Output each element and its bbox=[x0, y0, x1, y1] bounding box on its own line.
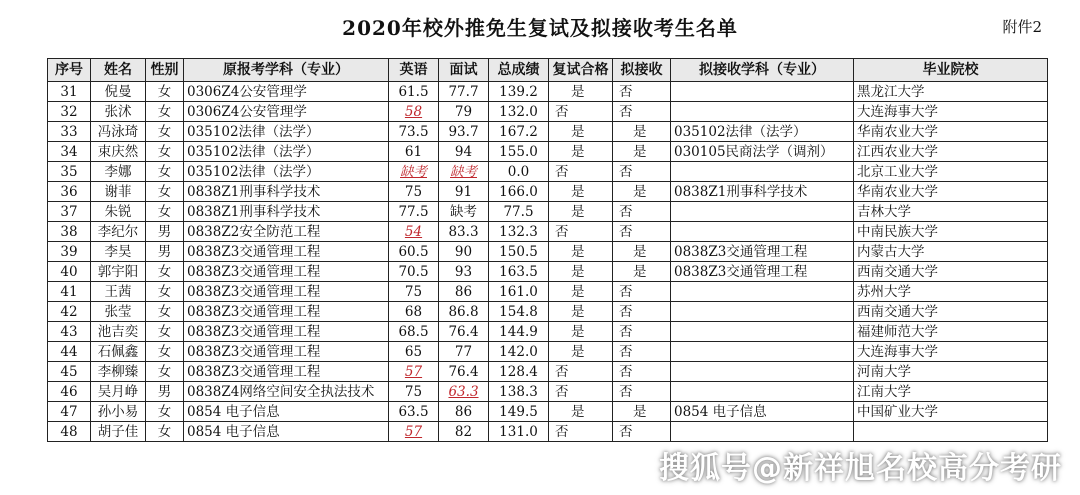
table-row bbox=[48, 382, 1048, 402]
interview-score-cell: 缺考 bbox=[439, 202, 489, 222]
table-row bbox=[48, 342, 1048, 362]
row-number-cell: 32 bbox=[48, 102, 91, 122]
applied-major-cell: 0838Z3交通管理工程 bbox=[184, 362, 389, 382]
qualified-cell: 否 bbox=[549, 362, 613, 382]
header-interview: 面试 bbox=[439, 59, 489, 82]
total-score-cell: 142.0 bbox=[489, 342, 549, 362]
applied-major-cell: 0306Z4公安管理学 bbox=[184, 102, 389, 122]
header-name: 姓名 bbox=[91, 59, 146, 82]
gender-cell: 女 bbox=[146, 342, 184, 362]
total-score-cell: 139.2 bbox=[489, 82, 549, 102]
candidate-name-cell: 李纪尔 bbox=[91, 222, 146, 242]
table-row bbox=[48, 122, 1048, 142]
accept-cell: 是 bbox=[613, 242, 671, 262]
header-accept-major: 拟接收学科（专业） bbox=[671, 59, 854, 82]
row-number-cell: 38 bbox=[48, 222, 91, 242]
gender-cell: 女 bbox=[146, 82, 184, 102]
graduate-school-cell: 吉林大学 bbox=[854, 202, 1048, 222]
total-score-cell: 0.0 bbox=[489, 162, 549, 182]
total-score-cell: 128.4 bbox=[489, 362, 549, 382]
accept-cell: 是 bbox=[613, 142, 671, 162]
total-score-cell: 144.9 bbox=[489, 322, 549, 342]
total-score-cell: 154.8 bbox=[489, 302, 549, 322]
gender-cell: 男 bbox=[146, 222, 184, 242]
graduate-school-cell: 江南大学 bbox=[854, 382, 1048, 402]
accept-cell: 否 bbox=[613, 302, 671, 322]
graduate-school-cell: 华南农业大学 bbox=[854, 182, 1048, 202]
accept-cell: 是 bbox=[613, 182, 671, 202]
accept-cell: 是 bbox=[613, 402, 671, 422]
row-number-cell: 33 bbox=[48, 122, 91, 142]
graduate-school-cell: 西南交通大学 bbox=[854, 302, 1048, 322]
candidate-name-cell: 朱锐 bbox=[91, 202, 146, 222]
accept-major-cell bbox=[671, 322, 854, 342]
row-number-cell: 31 bbox=[48, 82, 91, 102]
accept-major-cell: 035102法律（法学） bbox=[671, 122, 854, 142]
interview-score-cell: 63.3 bbox=[439, 382, 489, 402]
graduate-school-cell: 大连海事大学 bbox=[854, 342, 1048, 362]
interview-score-cell: 93 bbox=[439, 262, 489, 282]
row-number-cell: 46 bbox=[48, 382, 91, 402]
qualified-cell: 是 bbox=[549, 262, 613, 282]
applied-major-cell: 035102法律（法学） bbox=[184, 142, 389, 162]
header-school: 毕业院校 bbox=[854, 59, 1048, 82]
english-score-cell: 57 bbox=[389, 422, 439, 442]
candidate-name-cell: 胡子佳 bbox=[91, 422, 146, 442]
qualified-cell: 是 bbox=[549, 342, 613, 362]
interview-score-cell: 缺考 bbox=[439, 162, 489, 182]
candidate-name-cell: 束庆然 bbox=[91, 142, 146, 162]
accept-cell: 是 bbox=[613, 262, 671, 282]
applied-major-cell: 035102法律（法学） bbox=[184, 162, 389, 182]
total-score-cell: 167.2 bbox=[489, 122, 549, 142]
qualified-cell: 是 bbox=[549, 142, 613, 162]
total-score-cell: 161.0 bbox=[489, 282, 549, 302]
row-number-cell: 37 bbox=[48, 202, 91, 222]
accept-cell: 否 bbox=[613, 102, 671, 122]
table-row bbox=[48, 82, 1048, 102]
applied-major-cell: 035102法律（法学） bbox=[184, 122, 389, 142]
english-score-cell: 75 bbox=[389, 182, 439, 202]
applied-major-cell: 0838Z4网络空间安全执法技术 bbox=[184, 382, 389, 402]
accept-major-cell bbox=[671, 222, 854, 242]
english-score-cell: 63.5 bbox=[389, 402, 439, 422]
applied-major-cell: 0838Z1刑事科学技术 bbox=[184, 202, 389, 222]
english-score-cell: 73.5 bbox=[389, 122, 439, 142]
gender-cell: 女 bbox=[146, 322, 184, 342]
gender-cell: 女 bbox=[146, 362, 184, 382]
row-number-cell: 39 bbox=[48, 242, 91, 262]
accept-major-cell bbox=[671, 342, 854, 362]
qualified-cell: 是 bbox=[549, 402, 613, 422]
gender-cell: 女 bbox=[146, 202, 184, 222]
english-score-cell: 缺考 bbox=[389, 162, 439, 182]
gender-cell: 女 bbox=[146, 282, 184, 302]
interview-score-cell: 76.4 bbox=[439, 322, 489, 342]
candidate-name-cell: 倪曼 bbox=[91, 82, 146, 102]
gender-cell: 男 bbox=[146, 382, 184, 402]
accept-cell: 否 bbox=[613, 82, 671, 102]
english-score-cell: 68 bbox=[389, 302, 439, 322]
applied-major-cell: 0838Z3交通管理工程 bbox=[184, 262, 389, 282]
table-row bbox=[48, 402, 1048, 422]
table-row bbox=[48, 322, 1048, 342]
accept-major-cell bbox=[671, 282, 854, 302]
accept-major-cell: 030105民商法学（调剂） bbox=[671, 142, 854, 162]
candidate-name-cell: 吴月峥 bbox=[91, 382, 146, 402]
interview-score-cell: 82 bbox=[439, 422, 489, 442]
applied-major-cell: 0854 电子信息 bbox=[184, 402, 389, 422]
row-number-cell: 41 bbox=[48, 282, 91, 302]
accept-major-cell bbox=[671, 382, 854, 402]
row-number-cell: 43 bbox=[48, 322, 91, 342]
accept-cell: 否 bbox=[613, 282, 671, 302]
table-row bbox=[48, 102, 1048, 122]
english-score-cell: 58 bbox=[389, 102, 439, 122]
candidate-name-cell: 石佩鑫 bbox=[91, 342, 146, 362]
qualified-cell: 是 bbox=[549, 82, 613, 102]
english-score-cell: 75 bbox=[389, 282, 439, 302]
interview-score-cell: 86 bbox=[439, 402, 489, 422]
header-no: 序号 bbox=[48, 59, 91, 82]
total-score-cell: 149.5 bbox=[489, 402, 549, 422]
table-row bbox=[48, 302, 1048, 322]
graduate-school-cell bbox=[854, 422, 1048, 442]
candidate-name-cell: 李柳臻 bbox=[91, 362, 146, 382]
accept-major-cell: 0838Z1刑事科学技术 bbox=[671, 182, 854, 202]
qualified-cell: 是 bbox=[549, 302, 613, 322]
table-row bbox=[48, 422, 1048, 442]
candidate-name-cell: 张沭 bbox=[91, 102, 146, 122]
total-score-cell: 77.5 bbox=[489, 202, 549, 222]
row-number-cell: 42 bbox=[48, 302, 91, 322]
graduate-school-cell: 中国矿业大学 bbox=[854, 402, 1048, 422]
gender-cell: 女 bbox=[146, 402, 184, 422]
table-header-row bbox=[48, 59, 1048, 82]
candidate-name-cell: 池吉奕 bbox=[91, 322, 146, 342]
row-number-cell: 35 bbox=[48, 162, 91, 182]
candidate-name-cell: 孙小易 bbox=[91, 402, 146, 422]
candidate-name-cell: 谢菲 bbox=[91, 182, 146, 202]
qualified-cell: 是 bbox=[549, 242, 613, 262]
table-row bbox=[48, 262, 1048, 282]
graduate-school-cell: 内蒙古大学 bbox=[854, 242, 1048, 262]
interview-score-cell: 76.4 bbox=[439, 362, 489, 382]
graduate-school-cell: 河南大学 bbox=[854, 362, 1048, 382]
table-row bbox=[48, 222, 1048, 242]
accept-major-cell bbox=[671, 102, 854, 122]
total-score-cell: 132.3 bbox=[489, 222, 549, 242]
header-english: 英语 bbox=[389, 59, 439, 82]
qualified-cell: 是 bbox=[549, 202, 613, 222]
applied-major-cell: 0838Z3交通管理工程 bbox=[184, 342, 389, 362]
interview-score-cell: 83.3 bbox=[439, 222, 489, 242]
graduate-school-cell: 江西农业大学 bbox=[854, 142, 1048, 162]
accept-cell: 否 bbox=[613, 382, 671, 402]
english-score-cell: 65 bbox=[389, 342, 439, 362]
english-score-cell: 70.5 bbox=[389, 262, 439, 282]
row-number-cell: 47 bbox=[48, 402, 91, 422]
table-row bbox=[48, 282, 1048, 302]
gender-cell: 男 bbox=[146, 242, 184, 262]
gender-cell: 女 bbox=[146, 262, 184, 282]
graduate-school-cell: 福建师范大学 bbox=[854, 322, 1048, 342]
interview-score-cell: 91 bbox=[439, 182, 489, 202]
graduate-school-cell: 北京工业大学 bbox=[854, 162, 1048, 182]
accept-cell: 否 bbox=[613, 222, 671, 242]
graduate-school-cell: 黑龙江大学 bbox=[854, 82, 1048, 102]
graduate-school-cell: 大连海事大学 bbox=[854, 102, 1048, 122]
applied-major-cell: 0838Z3交通管理工程 bbox=[184, 322, 389, 342]
accept-major-cell bbox=[671, 422, 854, 442]
interview-score-cell: 86 bbox=[439, 282, 489, 302]
accept-major-cell bbox=[671, 162, 854, 182]
table-row bbox=[48, 362, 1048, 382]
gender-cell: 女 bbox=[146, 162, 184, 182]
attachment-label: 附件2 bbox=[1002, 18, 1042, 36]
interview-score-cell: 86.8 bbox=[439, 302, 489, 322]
interview-score-cell: 94 bbox=[439, 142, 489, 162]
english-score-cell: 68.5 bbox=[389, 322, 439, 342]
table-row bbox=[48, 182, 1048, 202]
gender-cell: 女 bbox=[146, 422, 184, 442]
applied-major-cell: 0306Z4公安管理学 bbox=[184, 82, 389, 102]
candidate-name-cell: 李昊 bbox=[91, 242, 146, 262]
table-row bbox=[48, 142, 1048, 162]
candidate-table bbox=[47, 58, 1048, 442]
total-score-cell: 138.3 bbox=[489, 382, 549, 402]
candidate-name-cell: 李娜 bbox=[91, 162, 146, 182]
candidate-name-cell: 冯泳琦 bbox=[91, 122, 146, 142]
qualified-cell: 否 bbox=[549, 102, 613, 122]
graduate-school-cell: 中南民族大学 bbox=[854, 222, 1048, 242]
total-score-cell: 132.0 bbox=[489, 102, 549, 122]
row-number-cell: 40 bbox=[48, 262, 91, 282]
header-gender: 性别 bbox=[146, 59, 184, 82]
english-score-cell: 61 bbox=[389, 142, 439, 162]
table-row bbox=[48, 162, 1048, 182]
table-row bbox=[48, 242, 1048, 262]
interview-score-cell: 90 bbox=[439, 242, 489, 262]
gender-cell: 女 bbox=[146, 302, 184, 322]
candidate-name-cell: 王茜 bbox=[91, 282, 146, 302]
gender-cell: 女 bbox=[146, 142, 184, 162]
total-score-cell: 131.0 bbox=[489, 422, 549, 442]
graduate-school-cell: 华南农业大学 bbox=[854, 122, 1048, 142]
english-score-cell: 77.5 bbox=[389, 202, 439, 222]
accept-major-cell bbox=[671, 82, 854, 102]
header-qualified: 复试合格 bbox=[549, 59, 613, 82]
row-number-cell: 34 bbox=[48, 142, 91, 162]
gender-cell: 女 bbox=[146, 122, 184, 142]
graduate-school-cell: 苏州大学 bbox=[854, 282, 1048, 302]
candidate-name-cell: 张莹 bbox=[91, 302, 146, 322]
gender-cell: 女 bbox=[146, 182, 184, 202]
watermark: 搜狐号@新祥旭名校高分考研 bbox=[659, 451, 1062, 486]
applied-major-cell: 0854 电子信息 bbox=[184, 422, 389, 442]
accept-major-cell bbox=[671, 202, 854, 222]
accept-cell: 否 bbox=[613, 322, 671, 342]
accept-major-cell bbox=[671, 362, 854, 382]
total-score-cell: 150.5 bbox=[489, 242, 549, 262]
english-score-cell: 54 bbox=[389, 222, 439, 242]
qualified-cell: 是 bbox=[549, 182, 613, 202]
interview-score-cell: 77.7 bbox=[439, 82, 489, 102]
row-number-cell: 48 bbox=[48, 422, 91, 442]
english-score-cell: 61.5 bbox=[389, 82, 439, 102]
accept-major-cell: 0838Z3交通管理工程 bbox=[671, 262, 854, 282]
row-number-cell: 45 bbox=[48, 362, 91, 382]
header-applied-major: 原报考学科（专业） bbox=[184, 59, 389, 82]
accept-cell: 否 bbox=[613, 342, 671, 362]
total-score-cell: 163.5 bbox=[489, 262, 549, 282]
accept-major-cell bbox=[671, 302, 854, 322]
row-number-cell: 36 bbox=[48, 182, 91, 202]
qualified-cell: 是 bbox=[549, 122, 613, 142]
qualified-cell: 否 bbox=[549, 422, 613, 442]
english-score-cell: 60.5 bbox=[389, 242, 439, 262]
candidate-name-cell: 郭宇阳 bbox=[91, 262, 146, 282]
accept-major-cell: 0854 电子信息 bbox=[671, 402, 854, 422]
interview-score-cell: 93.7 bbox=[439, 122, 489, 142]
accept-major-cell: 0838Z3交通管理工程 bbox=[671, 242, 854, 262]
applied-major-cell: 0838Z2安全防范工程 bbox=[184, 222, 389, 242]
accept-cell: 否 bbox=[613, 362, 671, 382]
interview-score-cell: 77 bbox=[439, 342, 489, 362]
applied-major-cell: 0838Z3交通管理工程 bbox=[184, 242, 389, 262]
qualified-cell: 否 bbox=[549, 222, 613, 242]
qualified-cell: 是 bbox=[549, 282, 613, 302]
english-score-cell: 75 bbox=[389, 382, 439, 402]
english-score-cell: 57 bbox=[389, 362, 439, 382]
header-total: 总成绩 bbox=[489, 59, 549, 82]
graduate-school-cell: 西南交通大学 bbox=[854, 262, 1048, 282]
document-title: 2020年校外推免生复试及拟接收考生名单 bbox=[342, 16, 738, 40]
table-row bbox=[48, 202, 1048, 222]
total-score-cell: 155.0 bbox=[489, 142, 549, 162]
interview-score-cell: 79 bbox=[439, 102, 489, 122]
header-accept: 拟接收 bbox=[613, 59, 671, 82]
gender-cell: 女 bbox=[146, 102, 184, 122]
qualified-cell: 否 bbox=[549, 162, 613, 182]
qualified-cell: 否 bbox=[549, 382, 613, 402]
applied-major-cell: 0838Z3交通管理工程 bbox=[184, 282, 389, 302]
total-score-cell: 166.0 bbox=[489, 182, 549, 202]
accept-cell: 否 bbox=[613, 202, 671, 222]
accept-cell: 是 bbox=[613, 122, 671, 142]
row-number-cell: 44 bbox=[48, 342, 91, 362]
applied-major-cell: 0838Z3交通管理工程 bbox=[184, 302, 389, 322]
qualified-cell: 是 bbox=[549, 322, 613, 342]
accept-cell: 否 bbox=[613, 422, 671, 442]
applied-major-cell: 0838Z1刑事科学技术 bbox=[184, 182, 389, 202]
accept-cell: 否 bbox=[613, 162, 671, 182]
